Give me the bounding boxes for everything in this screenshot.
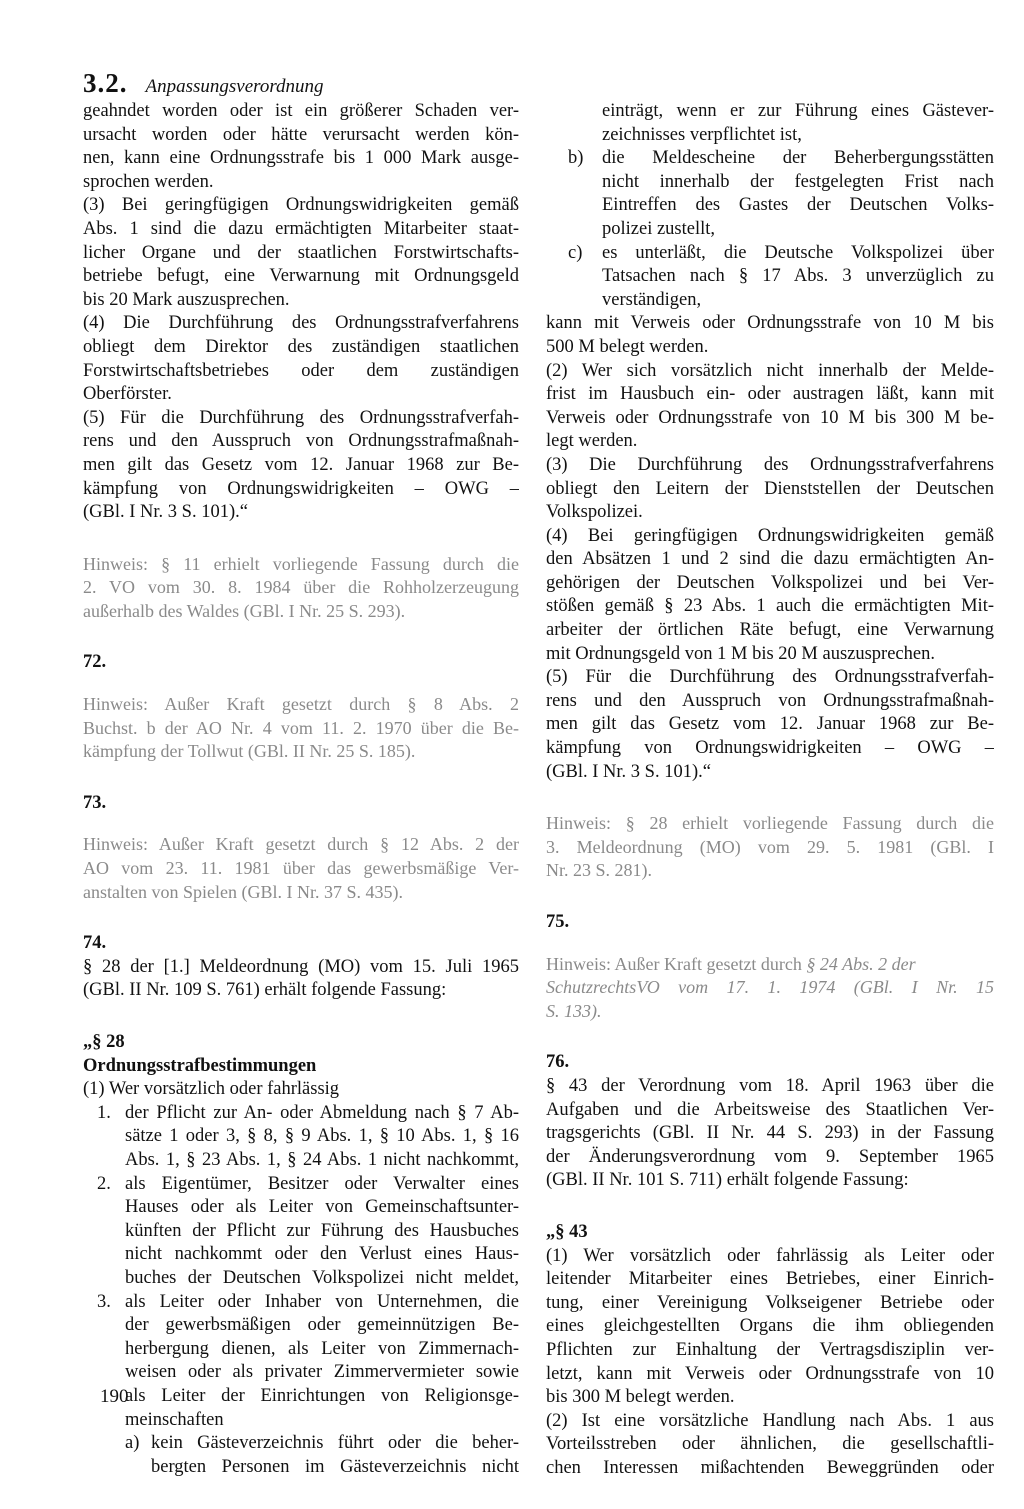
sub-item-a: a) kein Gästeverzeichnis führt oder die beher- bergten Personen im Gästeverzeichnis nicht: [125, 1433, 519, 1477]
sub-item-b: b) die Meldescheine der Beherbergungsstätten nicht innerhalb der festgelegten Frist nach Eintreffen des Gastes der Deutschen Volks- polizei zustellt,: [568, 148, 994, 239]
paragraph-28-abs4: (4) Bei geringfügigen Ordnungswidrigkeiten gemäß den Absätzen 1 und 2 sind die dazu ermächtigten An- gehörigen der Deutschen Volkspolizei und bei Ver- stößen gemäß § 23 Abs. 1 auch die ermächtigten Mit- arbeiter der örtlichen Räte befugt, eine Verwarnung mit Ordnungsgeld von 1 M bis 20 M auszusprechen.: [546, 525, 994, 664]
section-number: 3.2.: [83, 68, 128, 98]
paragraph-continuation: geahndet worden oder ist ein größerer Schaden ver- ursacht worden oder hätte verursacht werden kön- nen, kann eine Ordnungsstrafe bis 1 000 Mark ausge- sprochen werden.: [83, 101, 519, 192]
section-72: 72.: [83, 652, 107, 673]
section-73: 73.: [83, 792, 107, 813]
list-item-1: 1. der Pflicht zur An- oder Abmeldung nach § 7 Ab- sätze 1 oder 3, § 8, § 9 Abs. 1, § 10 Abs. 1, § 16 Abs. 1, § 23 Abs. 1, § 24 Abs. 1 nicht nachkommt,: [97, 1102, 519, 1170]
note-73: Hinweis: Außer Kraft gesetzt durch § 12 Abs. 2 der AO vom 23. 11. 1981 über das gewerbsmäßige Ver- anstalten von Spielen (GBl. I Nr. 37 S. 435).: [83, 834, 519, 902]
note-71: Hinweis: § 11 erhielt vorliegende Fassung durch die 2. VO vom 30. 8. 1984 über die Rohholzerzeugung außerhalb des Waldes (GBl. I Nr. 25 S. 293).: [83, 553, 519, 621]
paragraph-28-title: Ordnungsstrafbestimmungen: [83, 1055, 317, 1076]
section-75: 75.: [546, 912, 570, 932]
paragraph-5: (5) Für die Durchführung des Ordnungsstrafverfah- rens und den Ausspruch von Ordnungsstrafmaßnah- men gilt das Gesetz vom 12. Januar 1968 zur Be- kämpfung von Ordnungswidrigkeiten – OWG – (GBl. I Nr. 3 S. 101).“: [83, 407, 519, 523]
paragraph-28-abs3: (3) Die Durchführung des Ordnungsstrafverfahrens obliegt den Leitern der Dienststellen der Deutschen Volkspolizei.: [546, 454, 994, 523]
closing-28-1: kann mit Verweis oder Ordnungsstrafe von 10 M bis 500 M belegt werden.: [546, 313, 994, 357]
intro-76: § 43 der Verordnung vom 18. April 1963 über die Aufgaben und die Arbeitsweise des Staatlichen Ver- tragsgerichts (GBl. II Nr. 44 S. 293) in der Fassung der Änderungsverordnung vom 9. September 1965 (GBl. II Nr. 101 S. 711) erhält folgende Fassung:: [546, 1075, 994, 1191]
left-column: [83, 100, 519, 1479]
sub-item-c: c) es unterläßt, die Deutsche Volkspolizei über Tatsachen nach § 17 Abs. 3 unverzüglich zu verständigen,: [568, 242, 994, 310]
paragraph-28-heading: „§ 28: [83, 1032, 125, 1052]
paragraph-43-abs2: (2) Ist eine vorsätzliche Handlung nach Abs. 1 aus Vorteilsstreben oder ähnlichen, die gesellschaftli- chen Interessen mißachtenden Beweggründen oder: [546, 1410, 994, 1478]
paragraph-43-heading: „§ 43: [546, 1221, 588, 1242]
note-75: Hinweis: Außer Kraft gesetzt durch § 24 Abs. 2 der SchutzrechtsVO vom 17. 1. 1974 (GBl. I Nr. 15 S. 133).: [546, 953, 994, 1021]
section-76: 76.: [546, 1052, 570, 1073]
paragraph-28-abs1: (1) Wer vorsätzlich oder fahrlässig: [83, 1079, 340, 1100]
right-column: [546, 100, 994, 1480]
paragraph-3: (3) Bei geringfügigen Ordnungswidrigkeiten gemäß Abs. 1 sind die dazu ermächtigten Mitarbeiter staat- licher Organe und der staatlichen Forstwirtschafts- betriebe befugt, eine Verwarnung mit Ordnungsgeld bis 20 Mark auszusprechen.: [83, 195, 519, 310]
paragraph-43-abs1: (1) Wer vorsätzlich oder fahrlässig als Leiter oder leitender Mitarbeiter eines Betriebes, einer Einrich- tung, einer Vereinigung Volkseigener Betriebe oder eines gleichgestellten Organs die ihm obliegenden Pflichten zur Einhaltung der Vertragsdisziplin ver- letzt, kann mit Verweis oder Ordnungsstrafe von 10 bis 300 M belegt werden.: [546, 1245, 994, 1408]
list-item-2: 2. als Eigentümer, Besitzer oder Verwalter eines Hauses oder als Leiter von Gemeinschaftsunter- künften der Pflicht zur Führung des Hausbuches nicht nachkommt oder den Verlust eines Haus- buches der Deutschen Volkspolizei nicht meldet,: [97, 1173, 519, 1288]
paragraph-28-abs2: (2) Wer sich vorsätzlich nicht innerhalb der Melde- frist im Hausbuch ein- oder austragen läßt, kann mit Verweis oder Ordnungsstrafe von 10 M bis 300 M be- legt werden.: [546, 360, 994, 452]
note-72: Hinweis: Außer Kraft gesetzt durch § 8 Abs. 2 Buchst. b der AO Nr. 4 vom 11. 2. 1970 über die Be- kämpfung der Tollwut (GBl. II Nr. 25 S. 185).: [83, 694, 519, 762]
sub-item-a-continued: einträgt, wenn er zur Führung eines Gästever- zeichnisses verpflichtet ist,: [602, 101, 994, 145]
paragraph-4: (4) Die Durchführung des Ordnungsstrafverfahrens obliegt dem Direktor des zuständigen staatlichen Forstwirtschaftsbetriebes oder dem zuständigen Oberförster.: [83, 313, 519, 405]
section-title: Anpassungsverordnung: [145, 76, 324, 97]
list-item-3: 3. als Leiter oder Inhaber von Unternehmen, die der gewerbsmäßigen oder gemeinnützigen Be- herbergung dienen, als Leiter von Zimmernach- weisen oder als privater Zimmervermieter sowie als Leiter der Einrichtungen von Religionsge- meinschaften: [97, 1291, 519, 1430]
section-74: 74.: [83, 933, 107, 954]
paragraph-28-abs5: (5) Für die Durchführung des Ordnungsstrafverfah- rens und den Ausspruch von Ordnungsstrafmaßnah- men gilt das Gesetz vom 12. Januar 1968 zur Be- kämpfung von Ordnungswidrigkeiten – OWG – (GBl. I Nr. 3 S. 101).“: [546, 667, 994, 782]
page-header: [83, 68, 324, 99]
note-74: Hinweis: § 28 erhielt vorliegende Fassung durch die 3. Meldeordnung (MO) vom 29. 5. 1981 (GBl. I Nr. 23 S. 281).: [546, 813, 994, 881]
intro-74: § 28 der [1.] Meldeordnung (MO) vom 15. Juli 1965 (GBl. II Nr. 109 S. 761) erhält folgende Fassung:: [83, 956, 519, 1001]
page-number: 190: [100, 1386, 129, 1407]
